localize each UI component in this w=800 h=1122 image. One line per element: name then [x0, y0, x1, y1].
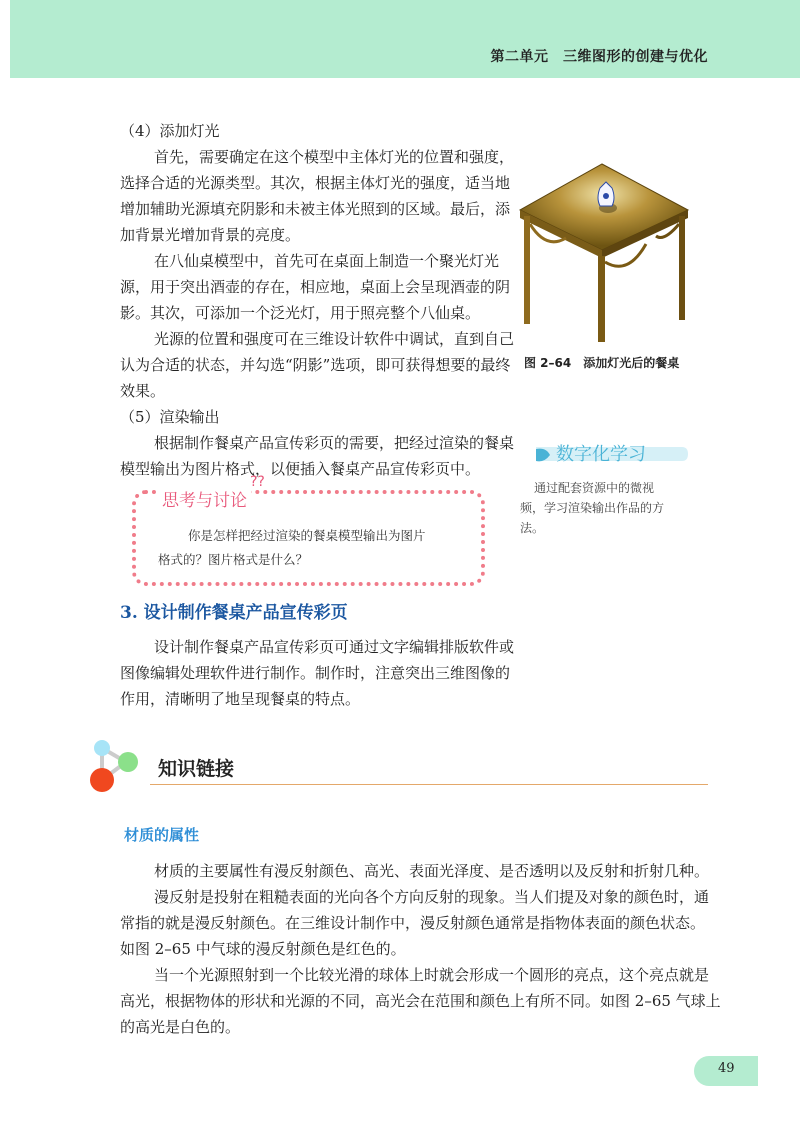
- section3-line1: 设计制作餐桌产品宣传彩页可通过文字编辑排版软件或: [154, 638, 515, 656]
- digital-learning-title: 数字化学习: [556, 444, 646, 465]
- knowledge-divider: [150, 784, 708, 785]
- discussion-line1: 你是怎样把经过渲染的餐桌模型输出为图片: [188, 528, 426, 543]
- question-marks-icon: ??: [250, 474, 265, 490]
- step5-p1-line1: 根据制作餐桌产品宣传彩页的需要，把经过渲染的餐桌: [154, 434, 515, 452]
- step4-p1-line4: 加背景光增加背景的亮度。: [120, 226, 301, 244]
- page-header-band: [10, 0, 800, 78]
- unit-title: 第二单元 三维图形的创建与优化: [490, 49, 708, 65]
- knowledge-link-nodes-icon: [88, 738, 144, 794]
- table-lamp-figure: [516, 158, 692, 344]
- material-properties-heading: 材质的属性: [124, 826, 200, 844]
- section3-line3: 作用，清晰明了地呈现餐桌的特点。: [120, 690, 361, 708]
- step5-heading: （5）渲染输出: [120, 408, 220, 426]
- step5-p1-line2: 模型输出为图片格式，以便插入餐桌产品宣传彩页中。: [120, 460, 481, 478]
- section3-heading: 3. 设计制作餐桌产品宣传彩页: [120, 603, 348, 623]
- knowledge-p2-line1: 漫反射是投射在粗糙表面的光向各个方向反射的现象。当人们提及对象的颜色时，通: [154, 888, 710, 906]
- knowledge-title: 知识链接: [158, 758, 235, 780]
- step4-p3-line2: 认为合适的状态，并勾选“阴影”选项，即可获得想要的最终: [120, 356, 511, 374]
- step4-p1-line3: 增加辅助光源填充阴影和未被主体光照到的区域。最后，添: [120, 200, 511, 218]
- digital-line3: 法。: [520, 521, 545, 535]
- discussion-title: 思考与讨论: [158, 486, 251, 511]
- figure-caption: 图 2–64 添加灯光后的餐桌: [524, 356, 680, 370]
- step4-p1-line2: 选择合适的光源类型。其次，根据主体灯光的强度，适当地: [120, 174, 511, 192]
- knowledge-p2-line3: 如图 2–65 中气球的漫反射颜色是红色的。: [120, 940, 406, 958]
- knowledge-p3-line2: 高光，根据物体的形状和光源的不同，高光会在范围和颜色上有所不同。如图 2–65 气球上: [120, 992, 721, 1010]
- knowledge-p3-line1: 当一个光源照射到一个比较光滑的球体上时就会形成一个圆形的亮点，这个亮点就是: [154, 966, 710, 984]
- step4-p3-line3: 效果。: [120, 382, 166, 400]
- page-number: 49: [718, 1061, 735, 1076]
- step4-p2-line2: 源，用于突出酒壶的存在，相应地，桌面上会呈现酒壶的阴: [120, 278, 511, 296]
- step4-p2-line1: 在八仙桌模型中，首先可在桌面上制造一个聚光灯光: [154, 252, 500, 270]
- knowledge-p3-line3: 的高光是白色的。: [120, 1018, 241, 1036]
- digital-line1: 通过配套资源中的微视: [534, 481, 655, 495]
- digital-line2: 频，学习渲染输出作品的方: [520, 501, 665, 515]
- step4-heading: （4）添加灯光: [120, 122, 220, 140]
- discussion-line2: 格式的？图片格式是什么？: [158, 552, 309, 567]
- step4-p2-line3: 影。其次，可添加一个泛光灯，用于照亮整个八仙桌。: [120, 304, 481, 322]
- step4-p1-line1: 首先，需要确定在这个模型中主体灯光的位置和强度，: [154, 148, 515, 166]
- knowledge-p1-line1: 材质的主要属性有漫反射颜色、高光、表面光泽度、是否透明以及反射和折射几种。: [154, 862, 710, 880]
- step4-p3-line1: 光源的位置和强度可在三维设计软件中调试，直到自己: [154, 330, 515, 348]
- knowledge-p2-line2: 常指的就是漫反射颜色。在三维设计制作中，漫反射颜色通常是指物体表面的颜色状态。: [120, 914, 706, 932]
- section3-line2: 图像编辑处理软件进行制作。制作时，注意突出三维图像的: [120, 664, 511, 682]
